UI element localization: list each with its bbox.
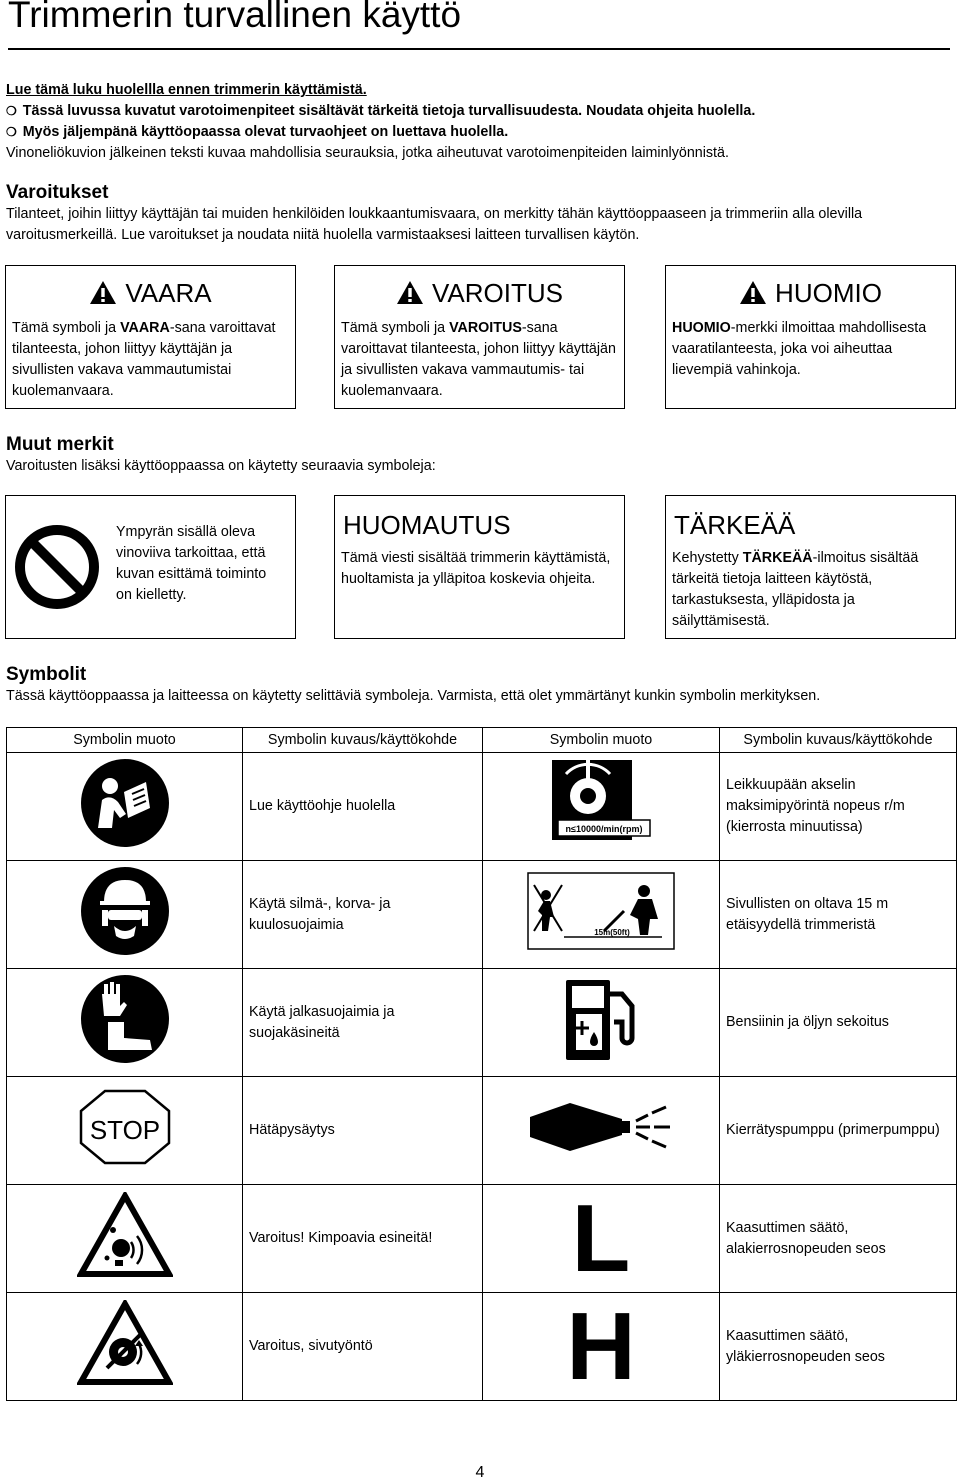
letter-l-icon: L [571,1184,631,1292]
intro-line-2-text: Tässä luvussa kuvatut varotoimenpiteet sisältävät tärkeitä tietoja turvallisuudesta. Noudata ohjeita huolella. [22,103,756,119]
symbol-cell [483,753,720,861]
caution-text: HUOMIO-merkki ilmoittaa mahdollisesta vaaratilanteesta, joka voi aiheuttaa lievempiä vahinkoja. [672,320,927,378]
warnings-heading: Varoitukset [6,182,109,203]
warning-triangle-icon [739,280,767,305]
col-header: Symbolin muoto [7,728,243,753]
symbol-desc: Käytä silmä-, korva- ja kuulosuojaimia [243,861,483,969]
symbol-cell [483,1293,720,1401]
symbol-cell [483,969,720,1077]
intro-block [6,80,956,164]
speed-label: n≤10000/min(rpm) [565,824,643,834]
letter-h-icon: H [566,1292,636,1400]
intro-line-3 [6,122,956,143]
warning-triangle-icon [89,280,117,305]
table-row [7,1293,957,1401]
page-title: Trimmerin turvallinen käyttö [8,0,462,35]
caution-title: HUOMIO [666,278,955,309]
symbol-cell [483,1077,720,1185]
kickback-icon [77,1300,173,1386]
col-header: Symbolin kuvaus/käyttökohde [720,728,957,753]
danger-box [5,265,296,409]
title-rule [8,48,950,50]
stop-label: STOP [89,1115,160,1145]
warning-box [334,265,625,409]
symbol-desc: Varoitus, sivutyöntö [243,1293,483,1401]
intro-line-4: Vinoneliökuvion jälkeinen teksti kuvaa mahdollisia seurauksia, jotka aiheutuvat varotoimenpiteiden laiminlyönnistä. [6,145,729,161]
other-marks-heading: Muut merkit [6,434,114,455]
table-header-row [7,728,957,753]
important-box [665,495,956,639]
symbol-desc: Leikkuupään akselin maksimipyörintä nopeus r/m (kierrosta minuutissa) [720,753,957,861]
warning-text: Tämä symboli ja VAROITUS-sana varoittavat tilanteesta, johon liittyy käyttäjän ja sivullisten vakava vammautumis- tai kuolemanvaara. [341,320,616,399]
symbol-cell [7,969,243,1077]
table-row [7,1077,957,1185]
symbol-cell [7,1077,243,1185]
intro-line-3-text: Myös jäljempänä käyttöopaassa olevat turvaohjeet on luettava huolella. [22,124,509,140]
prohibition-box [5,495,296,639]
symbol-cell [7,1185,243,1293]
max-speed-icon [546,758,656,848]
intro-line-1: Lue tämä luku huolellla ennen trimmerin käyttämistä. [6,82,367,98]
symbol-cell [7,1293,243,1401]
bullet-icon: ❍ [6,104,17,118]
table-row [7,1185,957,1293]
page-number: 4 [475,1464,485,1481]
stop-icon [77,1087,173,1167]
symbol-cell [483,861,720,969]
symbols-text: Tässä käyttöoppaassa ja laitteessa on käytetty selittäviä symboleja. Varmista, että olet ymmärtänyt kunkin symbolin merkityksen. [6,688,821,704]
symbols-table [6,727,957,1401]
symbol-cell [7,861,243,969]
warning-triangle-icon [396,280,424,305]
symbol-cell [483,1185,720,1293]
symbol-desc: Varoitus! Kimpoavia esineitä! [243,1185,483,1293]
bullet-icon: ❍ [6,125,17,139]
symbol-desc: Bensiinin ja öljyn sekoitus [720,969,957,1077]
warnings-text: Tilanteet, joihin liittyy käyttäjän tai muiden henkilöiden loukkaantumisvaara, on merkitty tähän käyttöoppaaseen ja trimmeriin alla olevilla varoitusmerkeillä. Lue varoitukset ja noudata niitä huolella varmistaaksesi laitteen turvallisen käytön. [6,206,863,243]
other-marks-text: Varoitusten lisäksi käyttöoppaassa on käytetty seuraavia symboleja: [6,458,436,474]
read-manual-icon [80,758,170,848]
important-text: Kehystetty TÄRKEÄÄ-ilmoitus sisältää tärkeitä tietoja laitteen käytöstä, tarkastuksesta, ylläpidosta ja säilyttämisestä. [672,550,919,629]
boots-gloves-icon [80,974,170,1064]
warning-title: VAROITUS [335,278,624,309]
table-row [7,969,957,1077]
notice-title: HUOMAUTUS [343,510,511,540]
important-title: TÄRKEÄÄ [674,510,796,540]
table-row [7,861,957,969]
symbol-desc: Kaasuttimen säätö, yläkierrosnopeuden seos [720,1293,957,1401]
primer-pump-icon [526,1097,676,1157]
table-row [7,753,957,861]
symbol-cell [7,753,243,861]
symbol-desc: Kierrätyspumppu (primerpumppu) [720,1077,957,1185]
col-header: Symbolin kuvaus/käyttökohde [243,728,483,753]
fuel-oil-mix-icon [556,974,646,1064]
caution-box [665,265,956,409]
col-header: Symbolin muoto [483,728,720,753]
prohibition-icon [14,524,100,610]
symbol-desc: Hätäpysäytys [243,1077,483,1185]
notice-text: Tämä viesti sisältää trimmerin käyttämistä, huoltamista ja ylläpitoa koskevia ohjeita. [341,550,611,587]
symbol-desc: Sivullisten on oltava 15 m etäisyydellä trimmeristä [720,861,957,969]
symbols-heading: Symbolit [6,664,87,685]
flying-objects-icon [77,1192,173,1278]
danger-title: VAARA [6,278,295,309]
distance-label: 15m(50ft) [594,928,630,937]
protective-gear-icon [80,866,170,956]
danger-text: Tämä symboli ja VAARA-sana varoittavat tilanteesta, johon liittyy käyttäjän ja sivullisten vakava vammautumistai kuolemanvaara. [12,320,276,399]
intro-line-2 [6,101,956,122]
keep-distance-icon [526,871,676,951]
symbol-desc: Käytä jalkasuojaimia ja suojakäsineitä [243,969,483,1077]
symbol-desc: Kaasuttimen säätö, alakierrosnopeuden seos [720,1185,957,1293]
notice-box [334,495,625,639]
symbol-desc: Lue käyttöohje huolella [243,753,483,861]
prohibition-text: Ympyrän sisällä oleva vinoviiva tarkoittaa, että kuvan esittämä toiminto on kielletty. [116,524,267,603]
